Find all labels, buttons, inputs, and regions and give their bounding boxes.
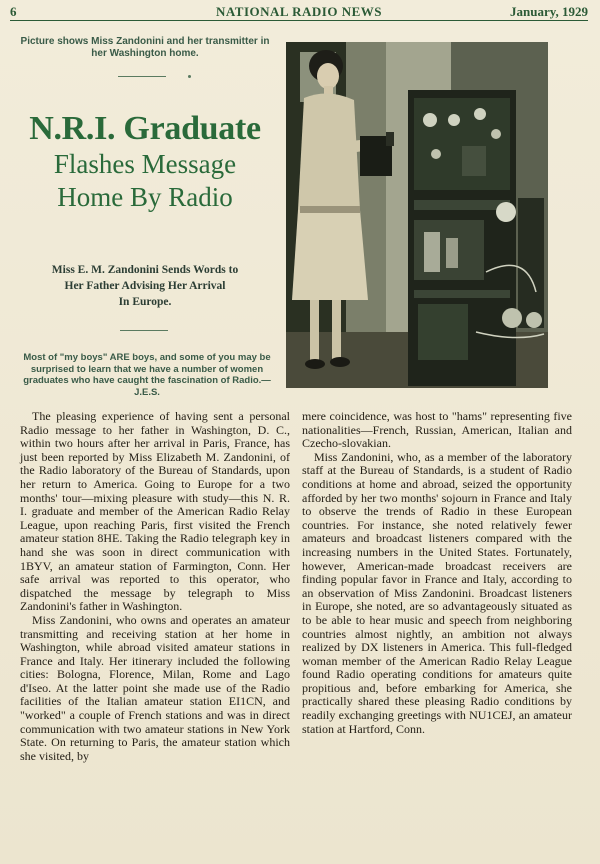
article-column-right <box>302 410 572 736</box>
headline-line-1: N.R.I. Graduate <box>29 110 261 147</box>
headline-line-3: Home By Radio <box>57 182 233 212</box>
photo-illustration <box>286 42 548 388</box>
article-paragraph: The pleasing experience of having sent a personal Radio message to her father in Washington, D. C., within two hours after her arrival in Paris, France, has just been reported by Miss Elizabeth M. Zandonini, of the Radio laboratory of the Bureau of Standards, upon her return to America. Going to Europe for a two months' tour—mixing pleasure with study—this N. R. I. graduate and member of the American Radio Relay League, upon reaching Paris, first visited the French amateur station 8HE. Taking the Radio telegraph key in hand she was soon in direct communication with 1BYV, an amateur station of Farmington, Conn. Her safe arrival was reported to this operator, who dispatched the message by telegraph to Miss Zandonini's father in Washington. <box>20 409 290 614</box>
subhead-line-3: In Europe. <box>118 296 172 308</box>
article-paragraph: Miss Zandonini, who, as a member of the laboratory staff at the Bureau of Standards, is a student of Radio conditions at home and abroad, seized the opportunity afforded by her two months' sojourn in France and Italy to observe the trends of Radio in these European countries. For instance, she noted relatively fewer amateurs and broadcast listeners compared with the increasing numbers in the United States. Fortunately, however, American-made broadcast receivers are finding popular favor in France and Italy, according to an observation of Miss Zandonini. Broadcast listeners in Europe, she noted, are so advantageously situated as to be able to hear music and speech from neighboring countries almost nightly, an ambition not always realized by DX listeners in America. This full-fledged woman member of the American Radio Relay League found Radio operating conditions for amateurs quite propitious and, before embarking for America, she practically shared these pleasing Radio conditions by readily exchanging greetings with NU1CEJ, an amateur station at Hartford, Conn. <box>302 449 572 736</box>
article-subhead <box>12 262 278 310</box>
article-photo <box>286 42 548 388</box>
article-column-left <box>20 410 290 763</box>
publication-title: NATIONAL RADIO NEWS <box>215 4 382 19</box>
issue-date: January, 1929 <box>509 4 588 19</box>
subhead-line-2: Her Father Advising Her Arrival <box>64 280 226 292</box>
page-header <box>10 2 588 22</box>
subhead-line-1: Miss E. M. Zandonini Sends Words to <box>51 264 239 276</box>
header-rule <box>10 20 588 21</box>
caption-divider <box>118 76 166 77</box>
caption-divider-dot <box>188 75 191 78</box>
photo-caption: Picture shows Miss Zandonini and her transmitter in her Washington home. <box>20 36 270 59</box>
article-headline <box>10 110 280 214</box>
subhead-divider <box>120 330 168 331</box>
page-number: 6 <box>10 4 17 19</box>
editor-note: Most of "my boys" ARE boys, and some of you may be surprised to learn that we have a number of women graduates who have caught the fascination of Radio.—J.E.S. <box>23 352 271 398</box>
article-paragraph: mere coincidence, was host to "hams" representing five nationalities—French, Russian, American, Italian and Czecho-slovakian. <box>302 409 572 451</box>
headline-line-2: Flashes Message <box>53 149 237 179</box>
article-paragraph: Miss Zandonini, who owns and operates an amateur transmitting and receiving station at her home in Washington, while abroad visited amateur stations in France and Italy. Her itinerary included the following cities: Bologna, Florence, Milan, Rome and Lago d'Iseo. At the latter point she made use of the Radio facilities of the Italian amateur station EI1CN, and "worked" a couple of French stations and was in direct communication with two amateur stations in New York State. On returning to Paris, the amateur station which she visited, by <box>20 612 290 763</box>
